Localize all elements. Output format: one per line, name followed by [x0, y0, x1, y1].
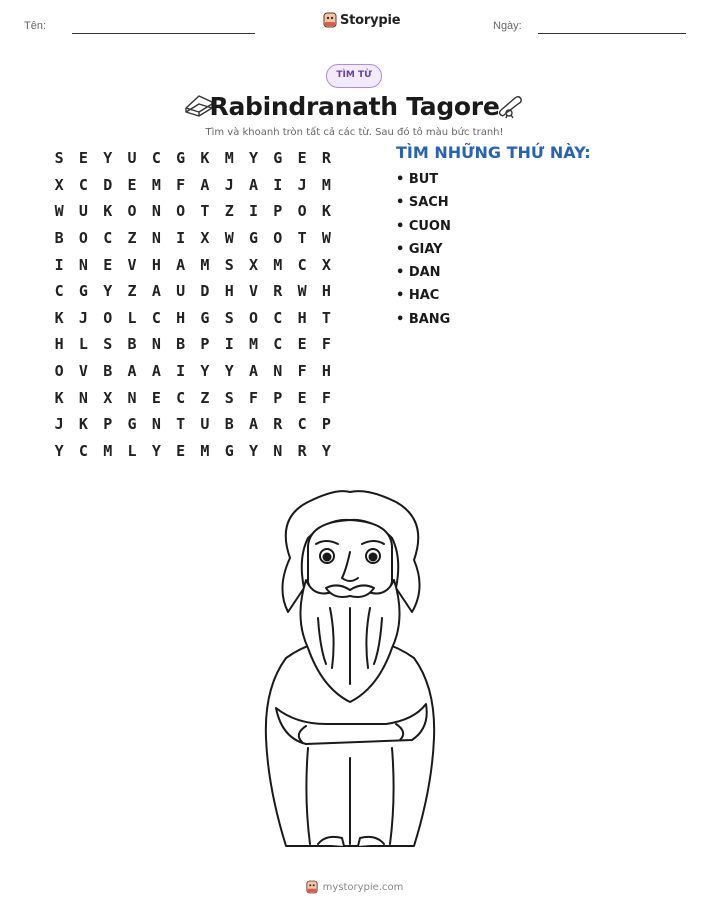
- grid-letter[interactable]: I: [54, 255, 64, 274]
- grid-letter[interactable]: X: [321, 255, 331, 274]
- grid-letter[interactable]: M: [249, 335, 259, 354]
- grid-letter[interactable]: Z: [127, 282, 137, 301]
- instructions: Tìm và khoanh tròn tất cả các từ. Sau đó tô màu bức tranh!: [205, 127, 504, 138]
- grid-letter[interactable]: Y: [321, 441, 331, 460]
- grid-letter[interactable]: V: [127, 255, 137, 274]
- grid-row: [47, 251, 339, 278]
- word-list-item: • BANG: [396, 311, 451, 327]
- grid-letter[interactable]: J: [224, 175, 234, 194]
- grid-letter[interactable]: N: [78, 255, 88, 274]
- grid-letter[interactable]: M: [151, 175, 161, 194]
- grid-letter[interactable]: I: [176, 362, 186, 381]
- grid-letter[interactable]: H: [176, 308, 186, 327]
- grid-row: [47, 331, 339, 358]
- grid-letter[interactable]: N: [273, 362, 283, 381]
- grid-letter[interactable]: E: [297, 388, 307, 407]
- footer: [0, 880, 709, 894]
- grid-letter[interactable]: L: [127, 308, 137, 327]
- grid-letter[interactable]: R: [273, 282, 283, 301]
- grid-letter[interactable]: Y: [103, 282, 113, 301]
- grid-letter[interactable]: G: [176, 149, 186, 168]
- grid-letter[interactable]: S: [224, 308, 234, 327]
- word-list-item: • BUT: [396, 172, 439, 187]
- grid-letter[interactable]: B: [54, 229, 64, 248]
- grid-letter[interactable]: N: [151, 202, 161, 221]
- grid-letter[interactable]: N: [78, 388, 88, 407]
- page-title: Rabindranath Tagore: [209, 92, 500, 121]
- word-list-item: • HAC: [396, 288, 440, 304]
- grid-letter[interactable]: W: [297, 282, 307, 301]
- grid-letter[interactable]: H: [297, 308, 307, 327]
- grid-row: [47, 278, 339, 305]
- grid-letter[interactable]: K: [54, 388, 64, 407]
- grid-letter[interactable]: E: [297, 149, 307, 168]
- grid-letter[interactable]: P: [200, 335, 210, 354]
- grid-letter[interactable]: G: [200, 308, 210, 327]
- grid-letter[interactable]: I: [249, 202, 259, 221]
- grid-letter[interactable]: H: [54, 335, 64, 354]
- grid-row: [47, 411, 339, 438]
- grid-letter[interactable]: O: [249, 308, 259, 327]
- word-list-item: • CUON: [396, 218, 451, 234]
- grid-letter[interactable]: F: [297, 362, 307, 381]
- storypie-mascot-icon: [306, 880, 318, 894]
- grid-letter[interactable]: D: [200, 282, 210, 301]
- grid-letter[interactable]: T: [297, 229, 307, 248]
- grid-letter[interactable]: H: [224, 282, 234, 301]
- grid-letter[interactable]: B: [176, 335, 186, 354]
- grid-letter[interactable]: N: [151, 415, 161, 434]
- grid-letter[interactable]: O: [176, 202, 186, 221]
- grid-row: [47, 305, 339, 332]
- grid-letter[interactable]: M: [103, 441, 113, 460]
- grid-letter[interactable]: P: [103, 415, 113, 434]
- grid-letter[interactable]: Y: [200, 362, 210, 381]
- grid-letter[interactable]: X: [249, 255, 259, 274]
- grid-letter[interactable]: M: [273, 255, 283, 274]
- grid-letter[interactable]: X: [200, 229, 210, 248]
- grid-letter[interactable]: O: [273, 229, 283, 248]
- grid-letter[interactable]: N: [151, 229, 161, 248]
- grid-letter[interactable]: V: [78, 362, 88, 381]
- grid-letter[interactable]: S: [224, 255, 234, 274]
- grid-letter[interactable]: C: [151, 149, 161, 168]
- grid-letter[interactable]: V: [249, 282, 259, 301]
- grid-letter[interactable]: E: [78, 149, 88, 168]
- word-list-item: • DAN: [396, 265, 441, 281]
- grid-row: [47, 225, 339, 252]
- grid-letter[interactable]: Y: [249, 441, 259, 460]
- grid-letter[interactable]: R: [297, 441, 307, 460]
- grid-letter[interactable]: L: [127, 441, 137, 460]
- grid-letter[interactable]: Z: [224, 202, 234, 221]
- grid-letter[interactable]: T: [200, 202, 210, 221]
- grid-letter[interactable]: W: [321, 229, 331, 248]
- grid-letter[interactable]: A: [249, 362, 259, 381]
- grid-letter[interactable]: S: [54, 149, 64, 168]
- grid-row: [47, 438, 339, 465]
- grid-row: [47, 145, 339, 172]
- name-label: Tên:: [24, 20, 47, 32]
- grid-letter[interactable]: P: [321, 415, 331, 434]
- grid-letter[interactable]: P: [273, 202, 283, 221]
- grid-row: [47, 172, 339, 199]
- grid-letter[interactable]: K: [54, 308, 64, 327]
- grid-letter[interactable]: C: [176, 388, 186, 407]
- grid-letter[interactable]: A: [200, 175, 210, 194]
- grid-letter[interactable]: J: [297, 175, 307, 194]
- grid-letter[interactable]: C: [297, 415, 307, 434]
- grid-letter[interactable]: K: [200, 149, 210, 168]
- grid-letter[interactable]: X: [103, 388, 113, 407]
- word-list: [396, 168, 451, 331]
- grid-letter[interactable]: F: [321, 335, 331, 354]
- grid-letter[interactable]: G: [249, 229, 259, 248]
- footer-url[interactable]: mystorypie.com: [322, 881, 404, 893]
- grid-letter[interactable]: B: [224, 415, 234, 434]
- storypie-logo: [323, 12, 400, 28]
- grid-letter[interactable]: M: [224, 149, 234, 168]
- grid-letter[interactable]: A: [151, 362, 161, 381]
- grid-letter[interactable]: G: [127, 415, 137, 434]
- grid-letter[interactable]: F: [321, 388, 331, 407]
- grid-letter[interactable]: N: [151, 335, 161, 354]
- grid-letter[interactable]: H: [321, 282, 331, 301]
- grid-letter[interactable]: Z: [127, 229, 137, 248]
- grid-letter[interactable]: C: [151, 308, 161, 327]
- grid-letter[interactable]: K: [78, 415, 88, 434]
- grid-row: [47, 358, 339, 385]
- grid-letter[interactable]: C: [54, 282, 64, 301]
- grid-letter[interactable]: F: [249, 388, 259, 407]
- grid-letter[interactable]: G: [224, 441, 234, 460]
- word-list-item: • SACH: [396, 195, 449, 211]
- grid-letter[interactable]: C: [78, 175, 88, 194]
- grid-letter[interactable]: A: [127, 362, 137, 381]
- grid-letter[interactable]: A: [176, 255, 186, 274]
- grid-letter[interactable]: D: [103, 175, 113, 194]
- grid-letter[interactable]: S: [103, 335, 113, 354]
- grid-letter[interactable]: A: [249, 175, 259, 194]
- grid-letter[interactable]: B: [103, 362, 113, 381]
- grid-letter[interactable]: H: [321, 362, 331, 381]
- word-list-title: TÌM NHỮNG THỨ NÀY:: [396, 143, 591, 162]
- grid-letter[interactable]: E: [297, 335, 307, 354]
- grid-letter[interactable]: O: [103, 308, 113, 327]
- grid-letter[interactable]: R: [273, 415, 283, 434]
- grid-letter[interactable]: J: [78, 308, 88, 327]
- tagore-coloring-illustration[interactable]: [246, 488, 460, 850]
- grid-letter[interactable]: Y: [54, 441, 64, 460]
- grid-letter[interactable]: I: [176, 229, 186, 248]
- grid-letter[interactable]: P: [273, 388, 283, 407]
- grid-letter[interactable]: N: [127, 388, 137, 407]
- grid-letter[interactable]: N: [273, 441, 283, 460]
- grid-letter[interactable]: Y: [151, 441, 161, 460]
- grid-letter[interactable]: Y: [224, 362, 234, 381]
- date-line[interactable]: [538, 33, 686, 34]
- grid-letter[interactable]: A: [249, 415, 259, 434]
- grid-letter[interactable]: Y: [103, 149, 113, 168]
- grid-letter[interactable]: E: [176, 441, 186, 460]
- grid-letter[interactable]: L: [78, 335, 88, 354]
- grid-letter[interactable]: F: [176, 175, 186, 194]
- grid-letter[interactable]: U: [127, 149, 137, 168]
- brand-name: Storypie: [340, 12, 401, 28]
- scroll-icon: [496, 93, 526, 119]
- grid-letter[interactable]: C: [273, 308, 283, 327]
- grid-letter[interactable]: R: [321, 149, 331, 168]
- grid-letter[interactable]: K: [321, 202, 331, 221]
- grid-letter[interactable]: E: [151, 388, 161, 407]
- grid-letter[interactable]: J: [54, 415, 64, 434]
- grid-letter[interactable]: G: [78, 282, 88, 301]
- grid-letter[interactable]: C: [103, 229, 113, 248]
- grid-letter[interactable]: C: [273, 335, 283, 354]
- grid-letter[interactable]: S: [224, 388, 234, 407]
- grid-letter[interactable]: U: [78, 202, 88, 221]
- grid-letter[interactable]: E: [103, 255, 113, 274]
- grid-letter[interactable]: C: [78, 441, 88, 460]
- grid-letter[interactable]: T: [321, 308, 331, 327]
- storypie-mascot-icon: [323, 12, 337, 28]
- date-label: Ngày:: [493, 20, 522, 32]
- category-tag: TÌM TỪ: [326, 64, 382, 88]
- grid-letter[interactable]: I: [224, 335, 234, 354]
- grid-letter[interactable]: U: [176, 282, 186, 301]
- word-list-item: • GIAY: [396, 241, 443, 257]
- grid-letter[interactable]: O: [78, 229, 88, 248]
- grid-letter[interactable]: M: [200, 255, 210, 274]
- grid-letter[interactable]: Y: [249, 149, 259, 168]
- grid-letter[interactable]: A: [151, 282, 161, 301]
- grid-letter[interactable]: E: [127, 175, 137, 194]
- grid-letter[interactable]: I: [273, 175, 283, 194]
- grid-letter[interactable]: M: [200, 441, 210, 460]
- grid-letter[interactable]: G: [273, 149, 283, 168]
- grid-letter[interactable]: B: [127, 335, 137, 354]
- grid-row: [47, 384, 339, 411]
- grid-letter[interactable]: O: [297, 202, 307, 221]
- grid-letter[interactable]: K: [103, 202, 113, 221]
- grid-letter[interactable]: O: [127, 202, 137, 221]
- grid-row: [47, 198, 339, 225]
- grid-letter[interactable]: W: [224, 229, 234, 248]
- grid-letter[interactable]: U: [200, 415, 210, 434]
- grid-letter[interactable]: T: [176, 415, 186, 434]
- grid-letter[interactable]: C: [297, 255, 307, 274]
- grid-letter[interactable]: O: [54, 362, 64, 381]
- word-search-grid[interactable]: [47, 145, 339, 464]
- grid-letter[interactable]: H: [151, 255, 161, 274]
- grid-letter[interactable]: W: [54, 202, 64, 221]
- grid-letter[interactable]: M: [321, 175, 331, 194]
- grid-letter[interactable]: X: [54, 175, 64, 194]
- grid-letter[interactable]: Z: [200, 388, 210, 407]
- name-line[interactable]: [72, 33, 255, 34]
